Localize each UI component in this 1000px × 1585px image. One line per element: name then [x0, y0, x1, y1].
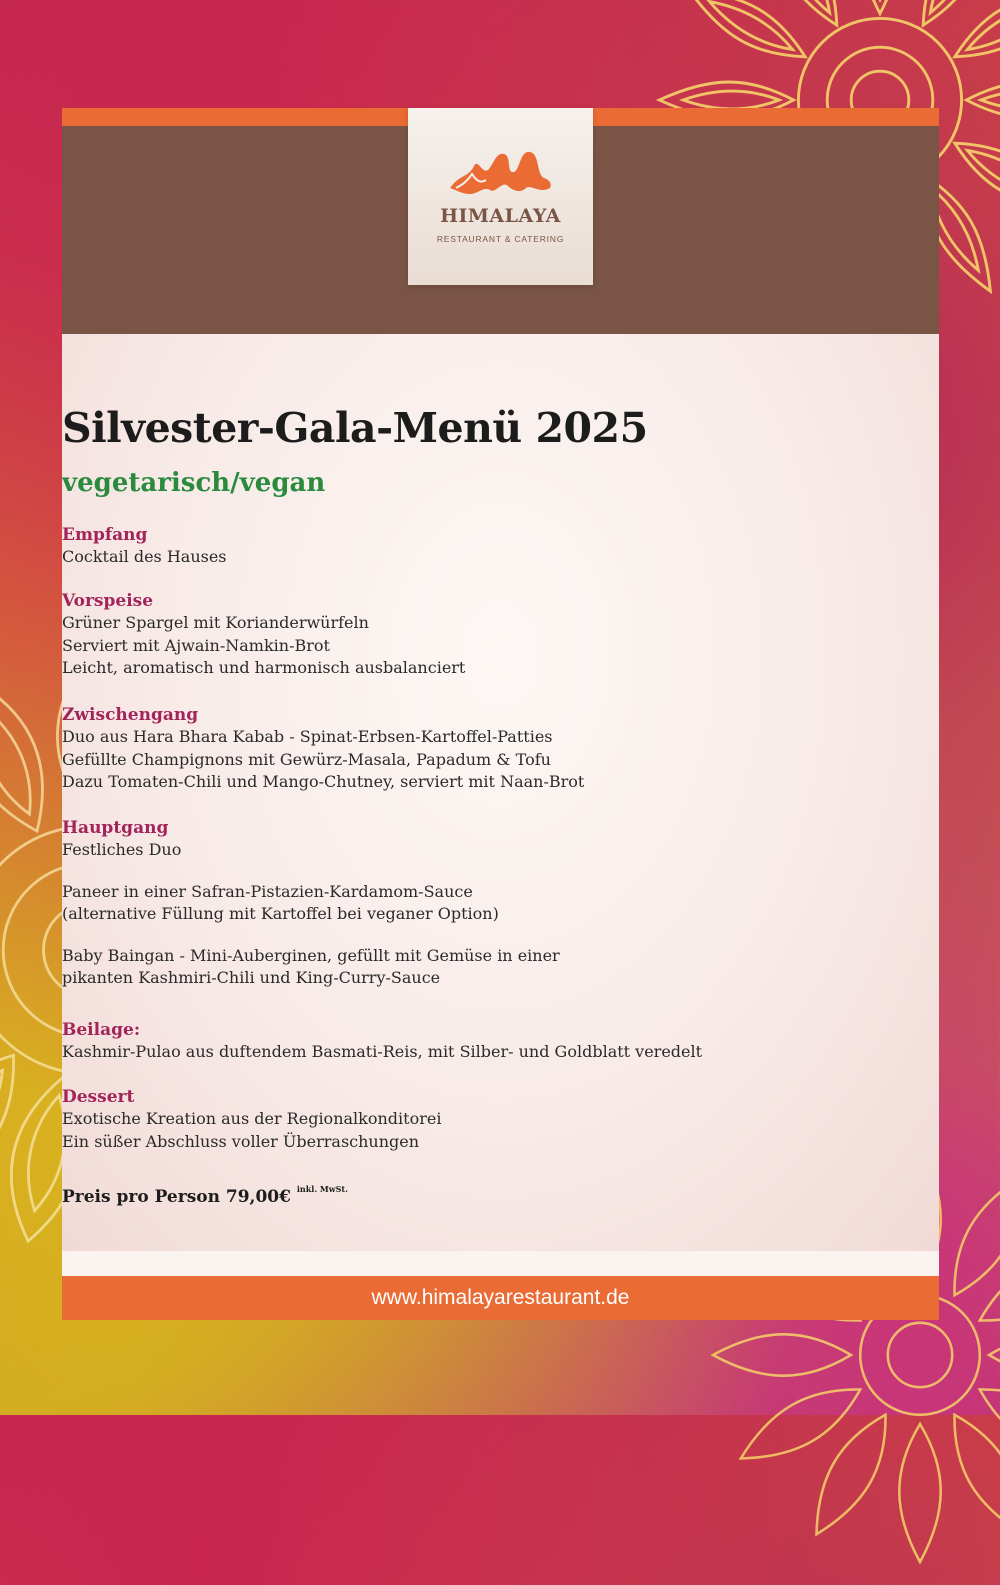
himalaya-mountains-logo-icon	[446, 144, 554, 202]
course-heading: Hauptgang	[62, 818, 169, 838]
course-dessert	[62, 1086, 939, 1153]
course-line: Cocktail des Hauses	[62, 547, 227, 566]
price-tax-note: inkl. MwSt.	[296, 1184, 348, 1194]
course-line: Paneer in einer Safran-Pistazien-Kardamom-Sauce	[62, 881, 473, 901]
logo	[408, 108, 593, 285]
price-label: Preis pro Person 79,00€	[62, 1187, 291, 1207]
spacer	[62, 926, 939, 945]
price	[62, 1184, 939, 1207]
course-line: Leicht, aromatisch und harmonisch ausbalanciert	[62, 658, 466, 677]
logo-tagline: RESTAURANT & CATERING	[436, 234, 565, 244]
course-empfang	[62, 524, 939, 569]
menu-title: Silvester-Gala-Menü 2025	[62, 404, 648, 452]
logo-name: HIMALAYA	[440, 205, 561, 227]
course-line: Baby Baingan - Mini-Auberginen, gefüllt mit Gemüse in einer	[62, 945, 560, 965]
course-line: Ein süßer Abschluss voller Überraschungen	[62, 1131, 420, 1151]
course-heading: Beilage:	[62, 1020, 141, 1040]
spacer	[62, 862, 939, 881]
menu-subtitle: vegetarisch/vegan	[62, 468, 326, 498]
course-line: Serviert mit Ajwain-Namkin-Brot	[62, 635, 330, 655]
course-line: pikanten Kashmiri-Chili und King-Curry-Sauce	[62, 968, 441, 987]
course-zwischengang	[62, 704, 939, 794]
course-heading: Vorspeise	[62, 591, 154, 611]
menu-card	[62, 108, 939, 1312]
course-hauptgang	[62, 817, 939, 990]
course-heading: Dessert	[62, 1087, 135, 1107]
course-line: Gefüllte Champignons mit Gewürz-Masala, Papadum & Tofu	[62, 749, 551, 769]
course-line: Festliches Duo	[62, 840, 182, 859]
course-beilage	[62, 1019, 939, 1064]
course-line: Exotische Kreation aus der Regionalkonditorei	[62, 1109, 442, 1128]
course-line: (alternative Füllung mit Kartoffel bei veganer Option)	[62, 904, 499, 923]
course-heading: Empfang	[62, 525, 148, 545]
course-line: Grüner Spargel mit Korianderwürfeln	[62, 613, 369, 632]
course-vorspeise	[62, 590, 939, 680]
website-link[interactable]: www.himalayarestaurant.de	[62, 1276, 939, 1320]
course-line: Duo aus Hara Bhara Kabab - Spinat-Erbsen-Kartoffel-Patties	[62, 727, 553, 746]
course-line: Kashmir-Pulao aus duftendem Basmati-Reis, mit Silber- und Goldblatt veredelt	[62, 1042, 703, 1061]
course-heading: Zwischengang	[62, 705, 199, 725]
course-line: Dazu Tomaten-Chili und Mango-Chutney, serviert mit Naan-Brot	[62, 772, 585, 791]
